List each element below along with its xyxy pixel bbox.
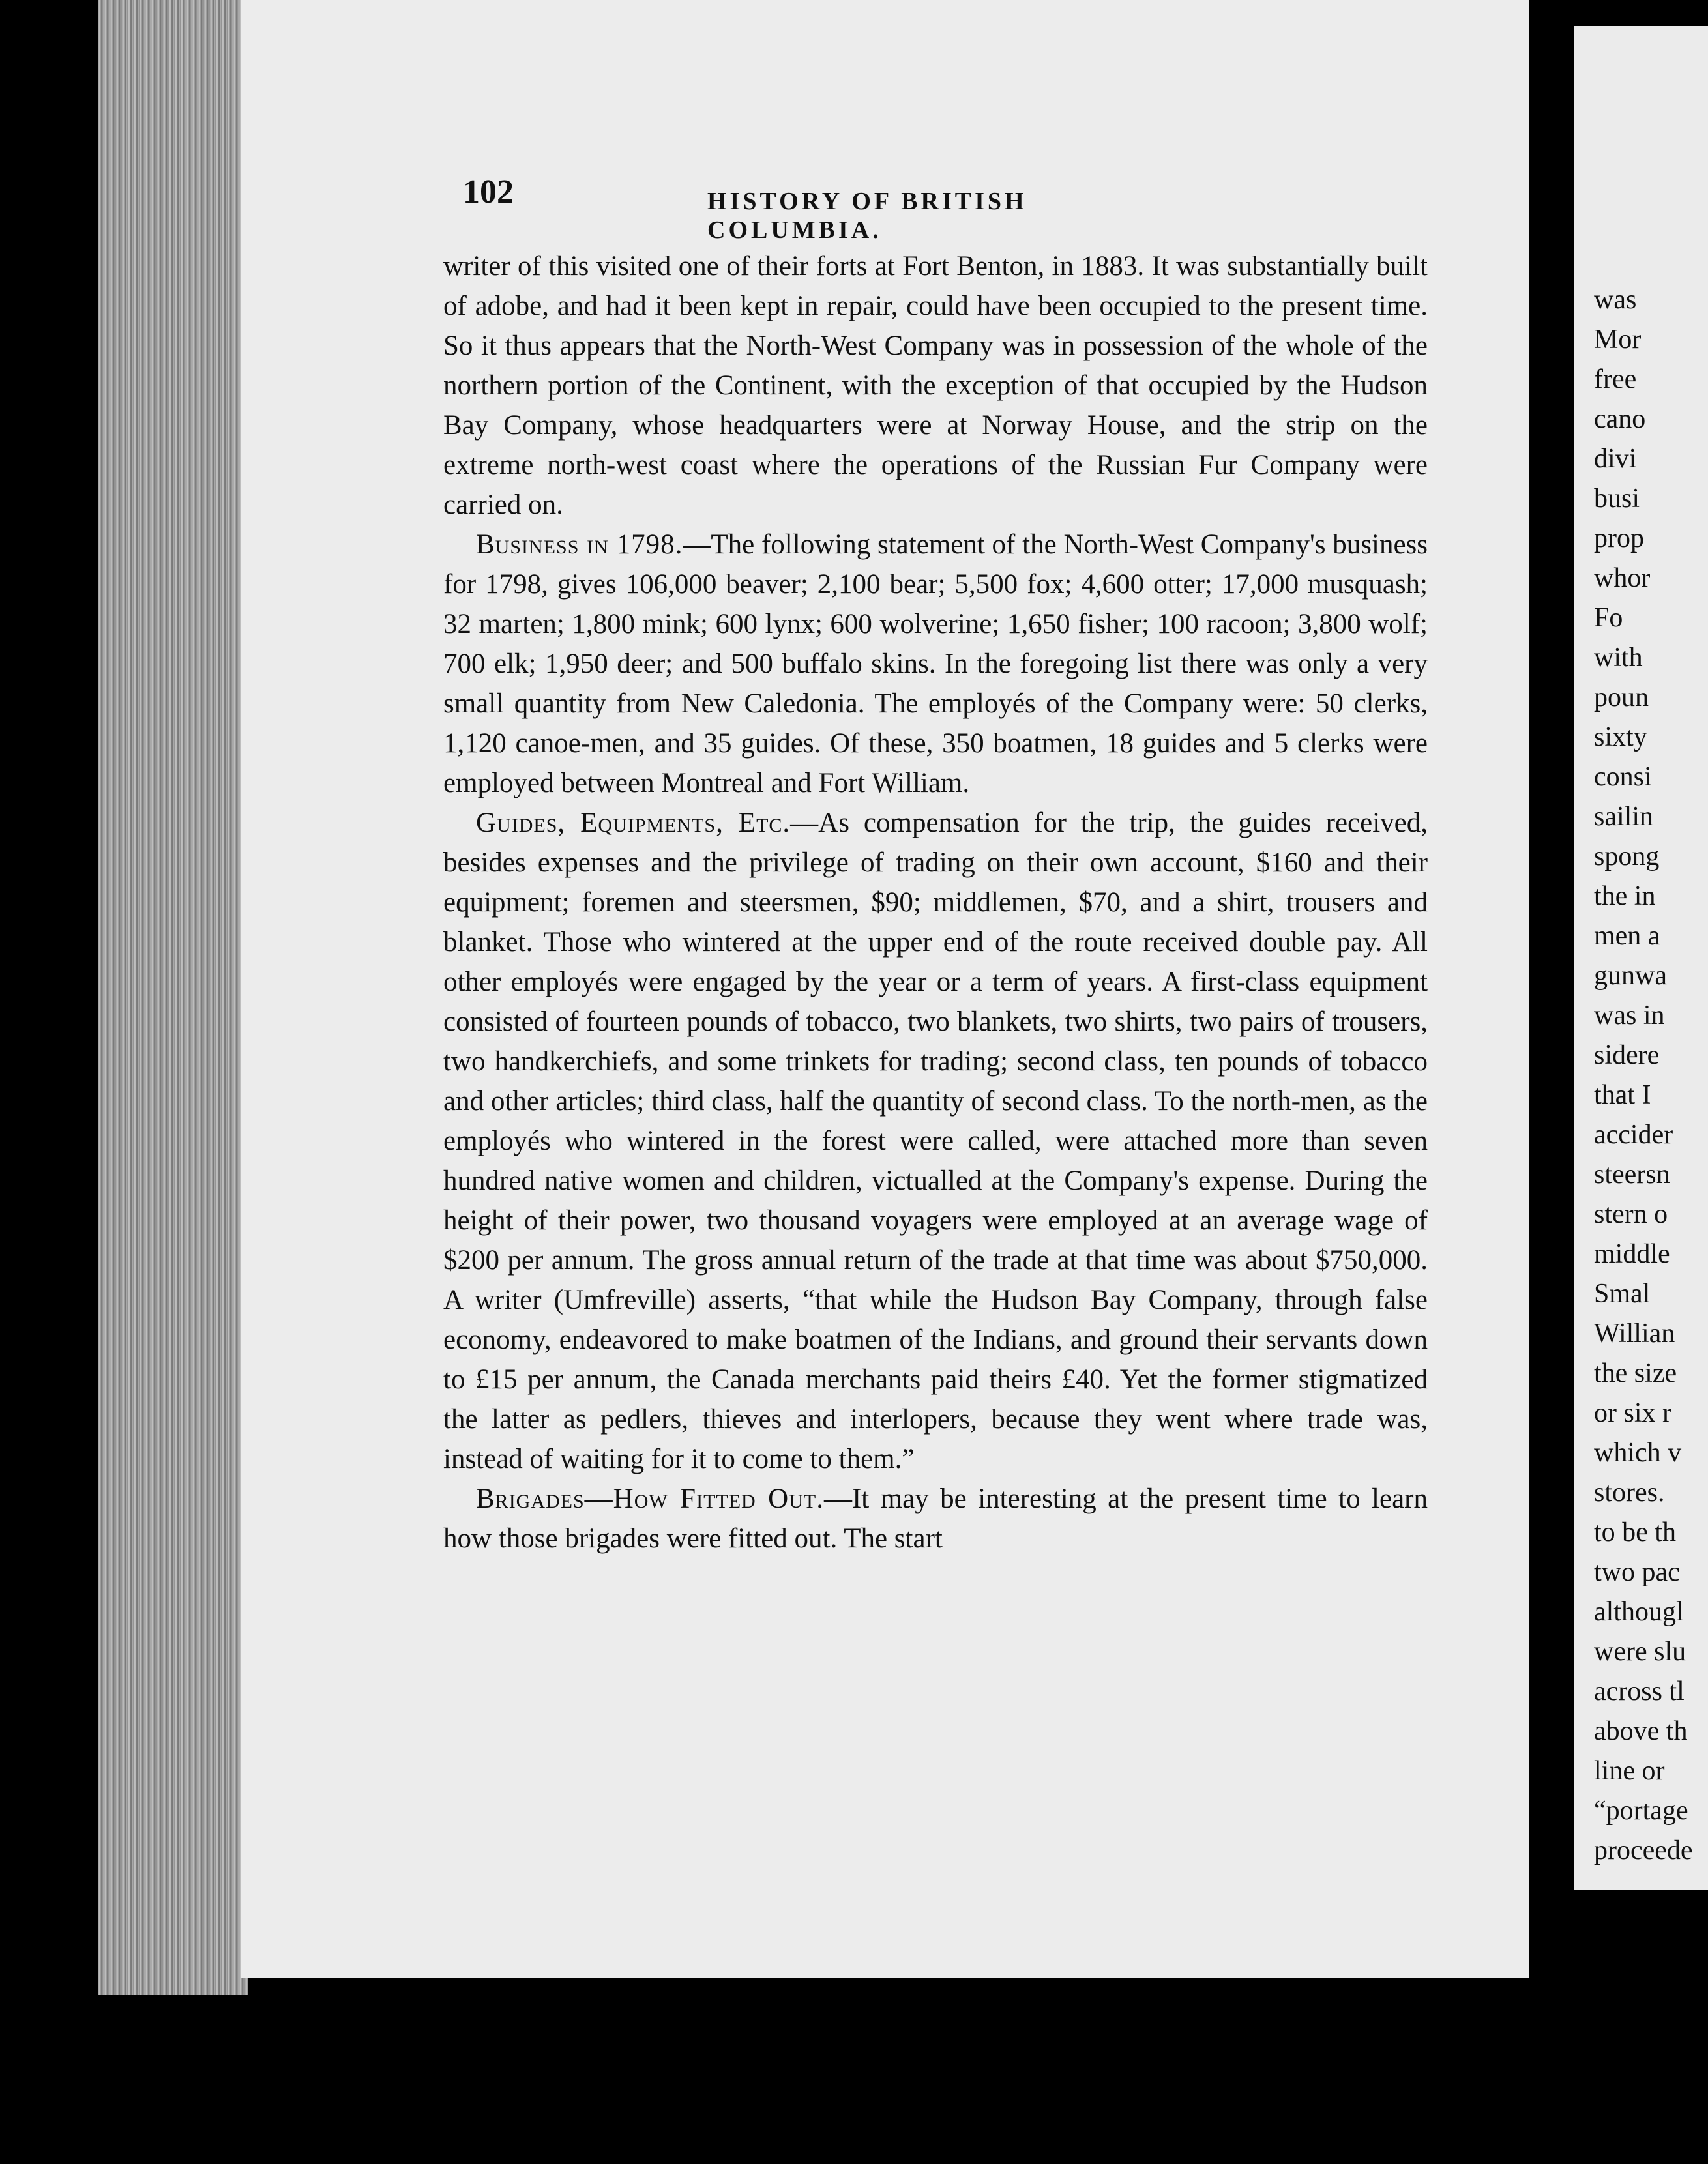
facing-page-line: sixty	[1594, 722, 1647, 752]
body-text	[443, 246, 1428, 1558]
facing-page-line: that I	[1594, 1080, 1651, 1110]
facing-page-line: gunwa	[1594, 961, 1667, 991]
paragraph-text: —The following statement of the North-West Company's business for 1798, gives 106,000 beaver; 2,100 bear; 5,500 fox; 4,600 otter; 17,000 musquash; 32 marten; 1,800 mink; 600 lynx; 600 wolverine; 1,650 fisher; 100 racoon; 3,800 wolf; 700 elk; 1,950 deer; and 500 buffalo skins. In the foregoing list there was only a very small quantity from New Caledonia. The employés of the Company were: 50 clerks, 1,120 canoe-men, and 35 guides. Of these, 350 boatmen, 18 guides and 5 clerks were employed between Montreal and Fort William.	[443, 529, 1428, 798]
facing-page-line: was	[1594, 285, 1637, 315]
facing-page-line: sidere	[1594, 1040, 1660, 1070]
facing-page-line: proceede	[1594, 1835, 1693, 1865]
facing-page-line: above th	[1594, 1716, 1688, 1746]
facing-page-line: Fo	[1594, 603, 1623, 633]
book-page-edges	[98, 0, 248, 1995]
facing-page-line: cano	[1594, 404, 1646, 434]
facing-page-text	[1594, 280, 1708, 1871]
facing-page-line: with	[1594, 643, 1643, 673]
facing-page-line: were slu	[1594, 1637, 1686, 1667]
facing-page-line: consi	[1594, 762, 1652, 792]
facing-page-line: men a	[1594, 921, 1660, 951]
paragraph-text: —As compensation for the trip, the guides received, besides expenses and the privilege of trading on their own account, $160 and their equipment; foremen and steersmen, $90; middlemen, $70, and a shirt, trousers and blanket. Those who wintered at the upper end of the route received double pay. All other employés were engaged by the year or a term of years. A first-class equipment consisted of fourteen pounds of tobacco, two blankets, two shirts, two pairs of trousers, two handkerchiefs, and some trinkets for trading; second class, ten pounds of tobacco and other articles; third class, half the quantity of second class. To the north-men, as the employés who wintered in the forest were called, were attached more than seven hundred native women and children, victualled at the Company's expense. During the height of their power, two thousand voyagers were employed at an average wage of $200 per annum. The gross annual return of the trade at that time was about $750,000. A writer (Umfreville) asserts, “that while the Hudson Bay Company, through false economy, endeavored to make boatmen of the Indians, and ground their servants down to £15 per annum, the Canada merchants paid theirs £40. Yet the former stigmatized the latter as pedlers, thieves and interlopers, because they went where trade was, instead of waiting for it to come to them.”	[443, 808, 1428, 1474]
facing-page-line: accider	[1594, 1120, 1673, 1150]
facing-page-line: which v	[1594, 1438, 1682, 1468]
facing-page-line: prop	[1594, 523, 1644, 553]
facing-page-line: poun	[1594, 682, 1649, 712]
section-heading: Guides, Equipments, Etc.	[476, 808, 791, 838]
page-gutter	[1529, 0, 1574, 1929]
facing-page-line: Mor	[1594, 325, 1642, 355]
facing-page-line: whor	[1594, 563, 1651, 593]
facing-page-line: or six r	[1594, 1398, 1671, 1428]
facing-page-line: althougl	[1594, 1597, 1684, 1627]
facing-page-line: busi	[1594, 484, 1640, 514]
paragraph-text: —It may be interesting at the present time to learn how those brigades were fitted out. The start	[443, 1484, 1428, 1554]
facing-page-line: sailin	[1594, 802, 1653, 832]
facing-page-line: middle	[1594, 1239, 1670, 1269]
paragraph	[443, 246, 1428, 525]
facing-page-line: Smal	[1594, 1279, 1651, 1309]
facing-page-line: spong	[1594, 841, 1660, 871]
facing-page-line: to be th	[1594, 1517, 1676, 1547]
facing-page-line: across tl	[1594, 1676, 1685, 1706]
page-number: 102	[463, 173, 514, 211]
facing-page-line: the size	[1594, 1358, 1677, 1388]
facing-page-line: “portage	[1594, 1796, 1688, 1826]
facing-page-line: steersn	[1594, 1160, 1670, 1190]
facing-page-line: the in	[1594, 881, 1656, 911]
paragraph	[443, 1479, 1428, 1558]
section-heading: Brigades—How Fitted Out.	[476, 1484, 824, 1514]
paragraph-text: writer of this visited one of their forts at Fort Benton, in 1883. It was substantially built of adobe, and had it been kept in repair, could have been occupied to the present time. So it thus appears that the North-West Company was in possession of the whole of the northern portion of the Continent, with the exception of that occupied by the Hudson Bay Company, whose headquarters were at Norway House, and the strip on the extreme north-west coast where the operations of the Russian Fur Company were carried on.	[443, 251, 1428, 520]
page-header	[463, 173, 1200, 244]
paragraph	[443, 525, 1428, 803]
running-title: HISTORY OF BRITISH COLUMBIA.	[707, 188, 1027, 244]
facing-page-line: stores.	[1594, 1478, 1665, 1508]
paragraph	[443, 803, 1428, 1479]
facing-page-line: line or	[1594, 1756, 1665, 1786]
facing-page	[1574, 26, 1708, 1890]
section-heading: Business in 1798.	[476, 529, 683, 560]
facing-page-line: Willian	[1594, 1319, 1675, 1349]
facing-page-line: divi	[1594, 444, 1637, 474]
facing-page-line: two pac	[1594, 1557, 1680, 1587]
facing-page-line: was in	[1594, 1001, 1665, 1031]
facing-page-line: free	[1594, 364, 1637, 394]
facing-page-line: stern o	[1594, 1199, 1668, 1229]
